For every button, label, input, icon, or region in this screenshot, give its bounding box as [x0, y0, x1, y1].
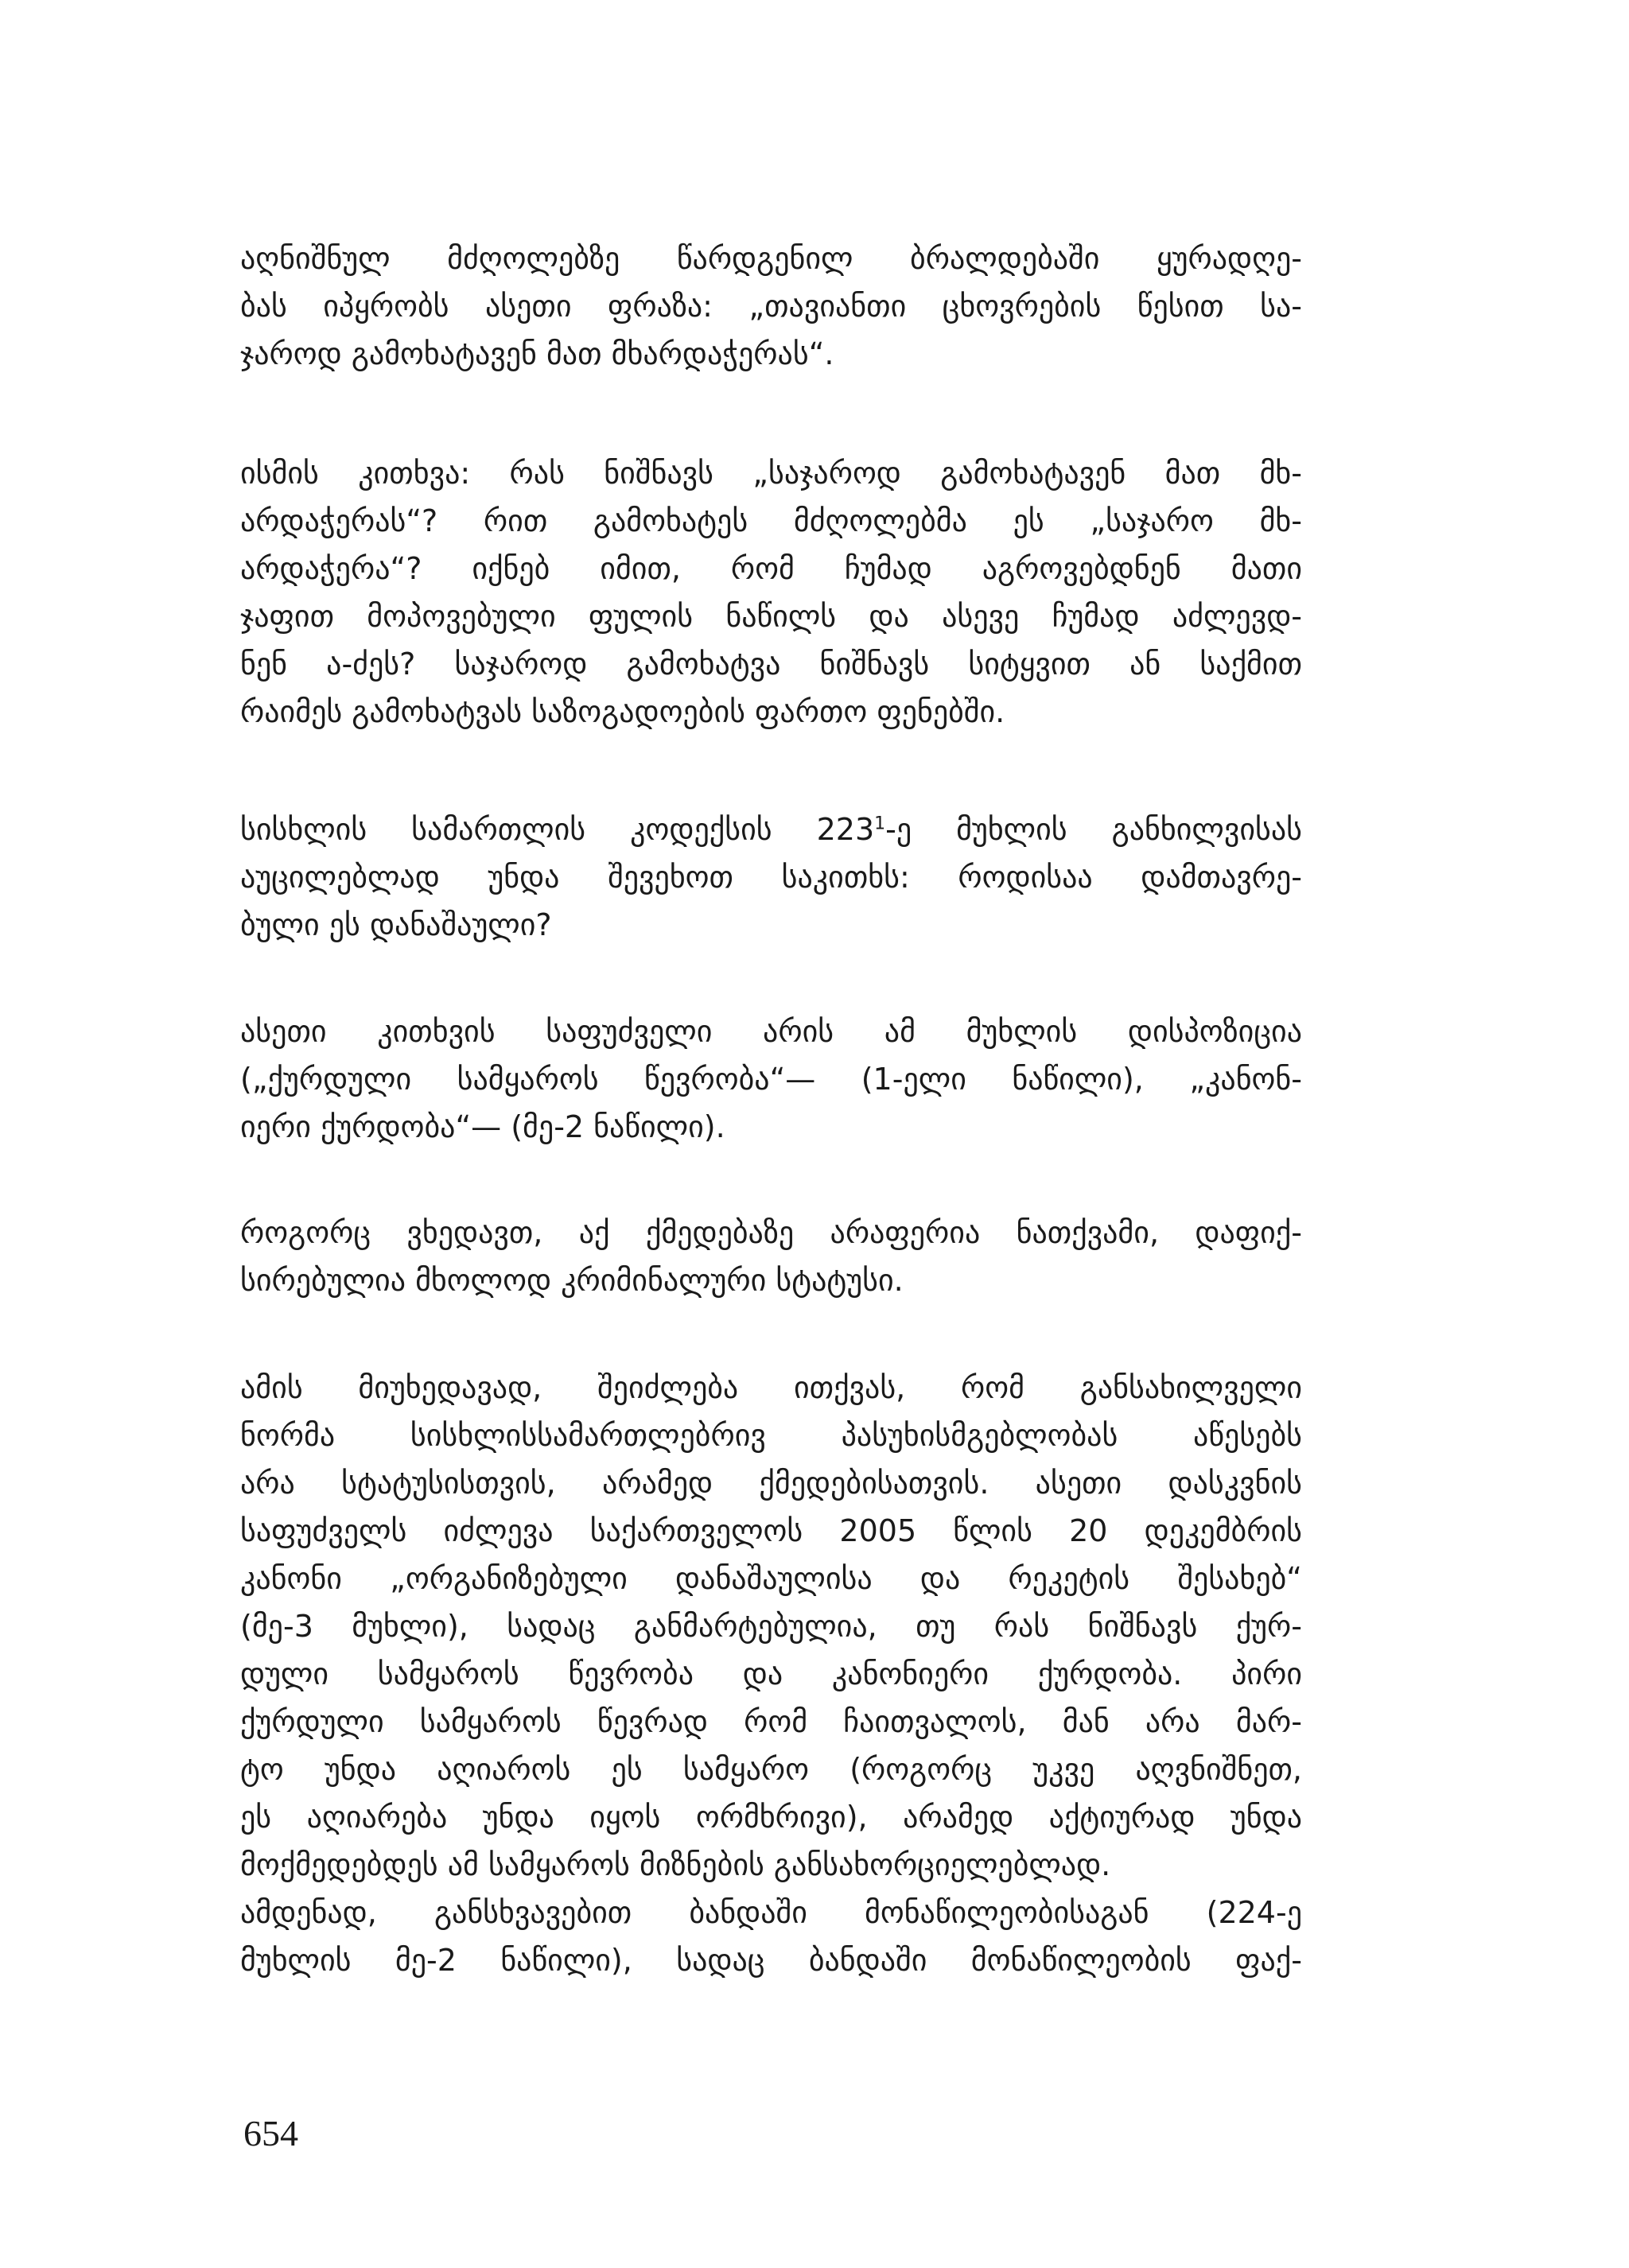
text-line: რაიმეს გამოხატვას საზოგადოების ფართო ფენებში.: [240, 694, 1005, 729]
paragraph-6: [240, 1364, 1302, 1984]
page-number: 654: [243, 2113, 298, 2153]
text-line: ასეთი კითხვის საფუძველი არის ამ მუხლის დისპოზიცია: [240, 1014, 1302, 1049]
text-segment: სისხლის სამართლის კოდექსის 223: [240, 812, 875, 847]
text-line: საფუძველს იძლევა საქართველოს 2005 წლის 20 დეკემბრის: [240, 1513, 1302, 1548]
paragraph-4: [240, 1008, 1302, 1151]
text-line: ამდენად, განსხვავებით ბანდაში მონაწილეობისაგან (224-ე: [240, 1895, 1302, 1930]
text-line: დული სამყაროს წევრობა და კანონიერი ქურდობა. პირი: [240, 1656, 1302, 1691]
text-line: ამის მიუხედავად, შეიძლება ითქვას, რომ განსახილველი: [240, 1370, 1302, 1405]
text-line: ჯაროდ გამოხატავენ მათ მხარდაჭერას“.: [240, 336, 834, 371]
text-line: ბული ეს დანაშაული?: [240, 907, 552, 942]
paragraph-2: [240, 449, 1302, 736]
text-line: როგორც ვხედავთ, აქ ქმედებაზე არაფერია ნათქვამი, დაფიქ-: [240, 1215, 1302, 1250]
text-line: (მე-3 მუხლი), სადაც განმარტებულია, თუ რას ნიშნავს ქურ-: [240, 1609, 1302, 1644]
text-line: ტო უნდა აღიაროს ეს სამყარო (როგორც უკვე აღვნიშნეთ,: [240, 1752, 1302, 1787]
text-line: ჯაფით მოპოვებული ფულის ნაწილს და ასევე ჩუმად აძლევდ-: [240, 599, 1302, 634]
text-line: კანონი „ორგანიზებული დანაშაულისა და რეკეტის შესახებ“: [240, 1561, 1302, 1596]
text-line: აუცილებლად უნდა შევეხოთ საკითხს: როდისაა დამთავრე-: [240, 860, 1302, 895]
text-line: იერი ქურდობა“— (მე-2 ნაწილი).: [240, 1109, 725, 1144]
text-line: არა სტატუსისთვის, არამედ ქმედებისათვის. ასეთი დასკვნის: [240, 1466, 1302, 1501]
paragraph-1: [240, 235, 1302, 378]
paragraph-3: [240, 806, 1302, 949]
text-line: აღნიშნულ მძღოლებზე წარდგენილ ბრალდებაში ყურადღე-: [240, 241, 1302, 276]
paragraph-5: [240, 1209, 1302, 1304]
superscript: 1: [874, 814, 886, 834]
text-line: მუხლის მე-2 ნაწილი), სადაც ბანდაში მონაწილეობის ფაქ-: [240, 1943, 1302, 1978]
text-line: ნენ ა-ძეს? საჯაროდ გამოხატვა ნიშნავს სიტყვით ან საქმით: [240, 647, 1302, 682]
text-line: („ქურდული სამყაროს წევრობა“— (1-ელი ნაწილი), „კანონ-: [240, 1062, 1302, 1097]
text-segment: -ე მუხლის განხილვისას: [885, 812, 1302, 847]
text-line: [240, 806, 1302, 853]
text-line: ქურდული სამყაროს წევრად რომ ჩაითვალოს, მან არა მარ-: [240, 1704, 1302, 1739]
text-line: სირებულია მხოლოდ კრიმინალური სტატუსი.: [240, 1263, 904, 1298]
text-line: ეს აღიარება უნდა იყოს ორმხრივი), არამედ აქტიურად უნდა: [240, 1800, 1302, 1835]
text-line: მოქმედებდეს ამ სამყაროს მიზნების განსახორციელებლად.: [240, 1847, 1111, 1882]
text-line: ისმის კითხვა: რას ნიშნავს „საჯაროდ გამოხატავენ მათ მხ-: [240, 456, 1302, 491]
text-line: არდაჭერა“? იქნებ იმით, რომ ჩუმად აგროვებდნენ მათი: [240, 551, 1302, 586]
text-line: არდაჭერას“? რით გამოხატეს მძღოლებმა ეს „საჯარო მხ-: [240, 503, 1302, 538]
text-line: ნორმა სისხლისსამართლებრივ პასუხისმგებლობას აწესებს: [240, 1418, 1302, 1453]
text-line: ბას იპყრობს ასეთი ფრაზა: „თავიანთი ცხოვრების წესით სა-: [240, 289, 1302, 324]
